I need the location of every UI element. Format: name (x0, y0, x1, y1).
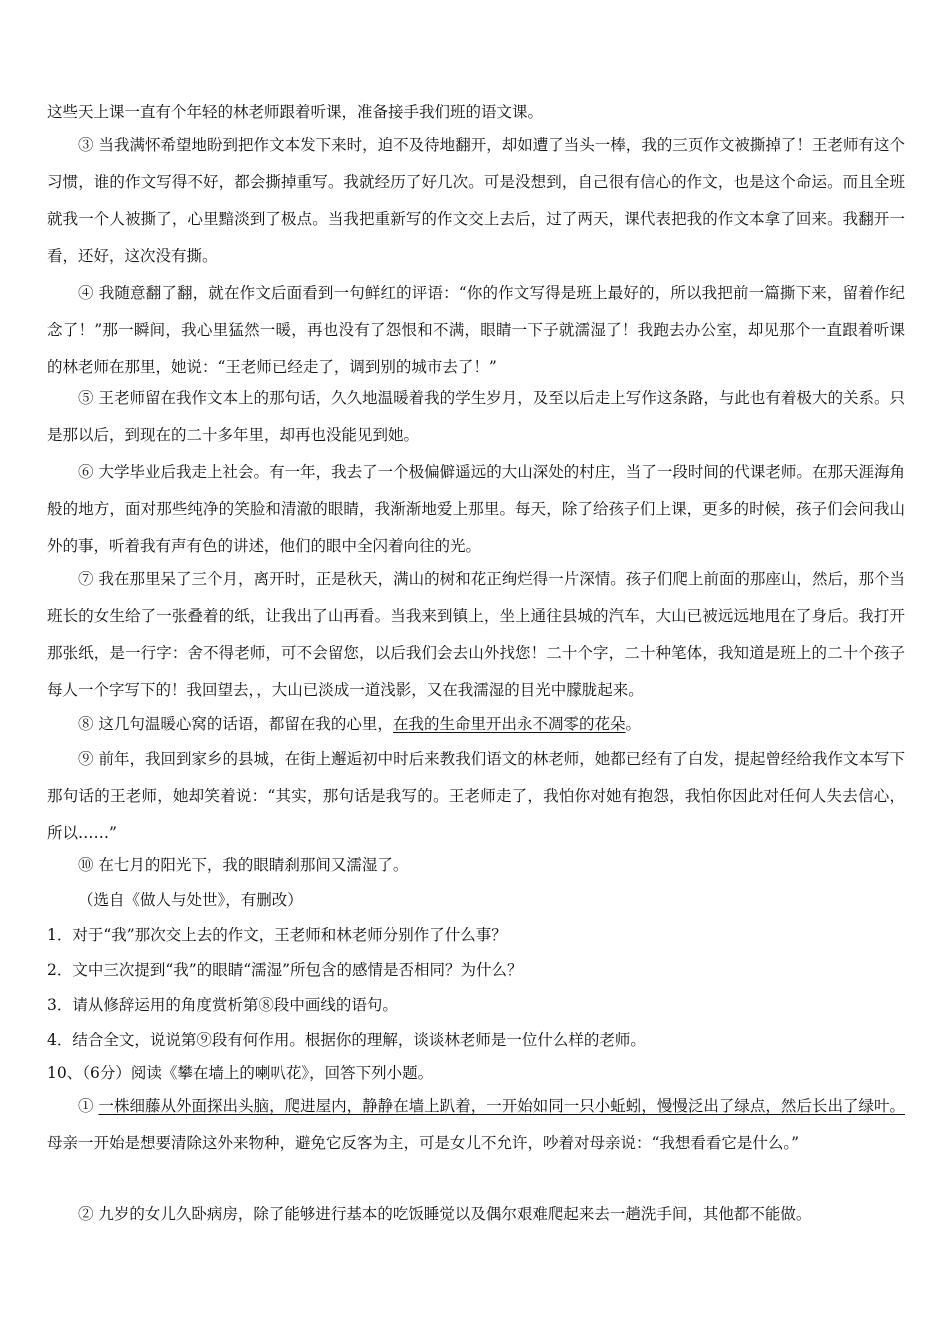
paragraph-5: ⑤ 王老师留在我作文本上的那句话，久久地温暖着我的学生岁月，及至以后走上写作这条路，与此也有着极大的关系。只是那以后，到现在的二十多年里，却再也没能见到她。 (47, 389, 905, 444)
paragraph-8-end: 。 (625, 715, 641, 733)
section-10-paragraph-1-number: ① (78, 1097, 99, 1115)
paragraph-6: ⑥ 大学毕业后我走上社会。有一年，我去了一个极偏僻遥远的大山深处的村庄，当了一段时间的代课老师。在那天涯海角般的地方，面对那些纯净的笑脸和清澈的眼睛，我渐渐地爱上那里。每天，除了给孩子们上课，更多的时候，孩子们会问我山外的事，听着我有声有色的讲述，他们的眼中全闪着向往的光。 (47, 463, 905, 555)
section-10-heading: 10、（6分）阅读《攀在墙上的喇叭花》，回答下列小题。 (47, 1064, 434, 1082)
question-3: 3．请从修辞运用的角度赏析第⑧段中画线的语句。 (47, 996, 398, 1014)
paragraph-7: ⑦ 我在那里呆了三个月，离开时，正是秋天，满山的树和花正绚烂得一片深情。孩子们爬上前面的那座山，然后，那个当班长的女生给了一张叠着的纸，让我出了山再看。当我来到镇上，坐上通往县城的汽车，大山已被远远地甩在了身后。我打开那张纸，是一行字：舍不得老师，可不会留您，以后我们会去山外找您！二十个字，二十种笔体，我知道是班上的二十个孩子每人一个字写下的！我回望去，，大山已淡成一道浅影，又在我濡湿的目光中朦胧起来。 (47, 570, 905, 699)
section-10-paragraph-2: ② 九岁的女儿久卧病房，除了能够进行基本的吃饭睡觉以及偶尔艰难爬起来去一趟洗手间，其他都不能做。 (78, 1205, 812, 1223)
question-1: 1．对于“我”那次交上去的作文，王老师和林老师分别作了什么事？ (47, 926, 507, 944)
question-4: 4．结合全文，说说第⑨段有何作用。根据你的理解，谈谈林老师是一位什么样的老师。 (47, 1031, 646, 1049)
paragraph-8-underlined-sentence: 在我的生命里开出永不凋零的花朵 (392, 715, 626, 733)
paragraph-9: ⑨ 前年，我回到家乡的县城，在街上邂逅初中时后来教我们语文的林老师，她都已经有了白发，提起曾经给我作文本写下那句话的王老师，她却笑着说：“其实，那句话是我写的。王老师走了，我怕你对她有抱怨，我怕你因此对任何人失去信心，所以……” (47, 750, 905, 842)
intro-paragraph: 这些天上课一直有个年轻的林老师跟着听课，准备接手我们班的语文课。 (47, 103, 544, 121)
paragraph-8 (47, 706, 905, 743)
paragraph-4: ④ 我随意翻了翻，就在作文后面看到一句鲜红的评语：“你的作文写得是班上最好的，所以我把前一篇撕下来，留着作纪念了！”那一瞬间，我心里猛然一暖，再也没有了怨恨和不满，眼睛一下子就濡湿了！我跑去办公室，却见那个一直跟着听课的林老师在那里，她说：“王老师已经走了，调到别的城市去了！” (47, 284, 905, 376)
source-citation: （选自《做人与处世》，有删改） (78, 891, 303, 909)
section-10-paragraph-1 (47, 1088, 905, 1162)
paragraph-3: ③ 当我满怀希望地盼到把作文本发下来时，迫不及待地翻开，却如遭了当头一棒，我的三页作文被撕掉了！王老师有这个习惯，谁的作文写得不好，都会撕掉重写。我就经历了好几次。可是没想到，自己很有信心的作文，也是这个命运。而且全班就我一个人被撕了，心里黯淡到了极点。当我把重新写的作文交上去后，过了两天，课代表把我的作文本拿了回来。我翻开一看，还好，这次没有撕。 (47, 136, 905, 265)
paragraph-8-text: ⑧ 这几句温暖心窝的话语，都留在我的心里， (78, 715, 393, 733)
section-10-paragraph-1-text: 母亲一开始是想要清除这外来物种，避免它反客为主，可是女儿不允许，吵着对母亲说：“我想看看它是什么。” (47, 1134, 800, 1152)
section-10-underlined-sentence: 一株细藤从外面探出头脑，爬进屋内，静静在墙上趴着，一开始如同一只小蚯蚓，慢慢泛出了绿点，然后长出了绿叶。 (98, 1097, 905, 1115)
question-2: 2．文中三次提到“我”的眼睛“濡湿”所包含的感情是否相同？为什么？ (47, 961, 523, 979)
paragraph-10: ⑩ 在七月的阳光下，我的眼睛刹那间又濡湿了。 (78, 856, 409, 874)
